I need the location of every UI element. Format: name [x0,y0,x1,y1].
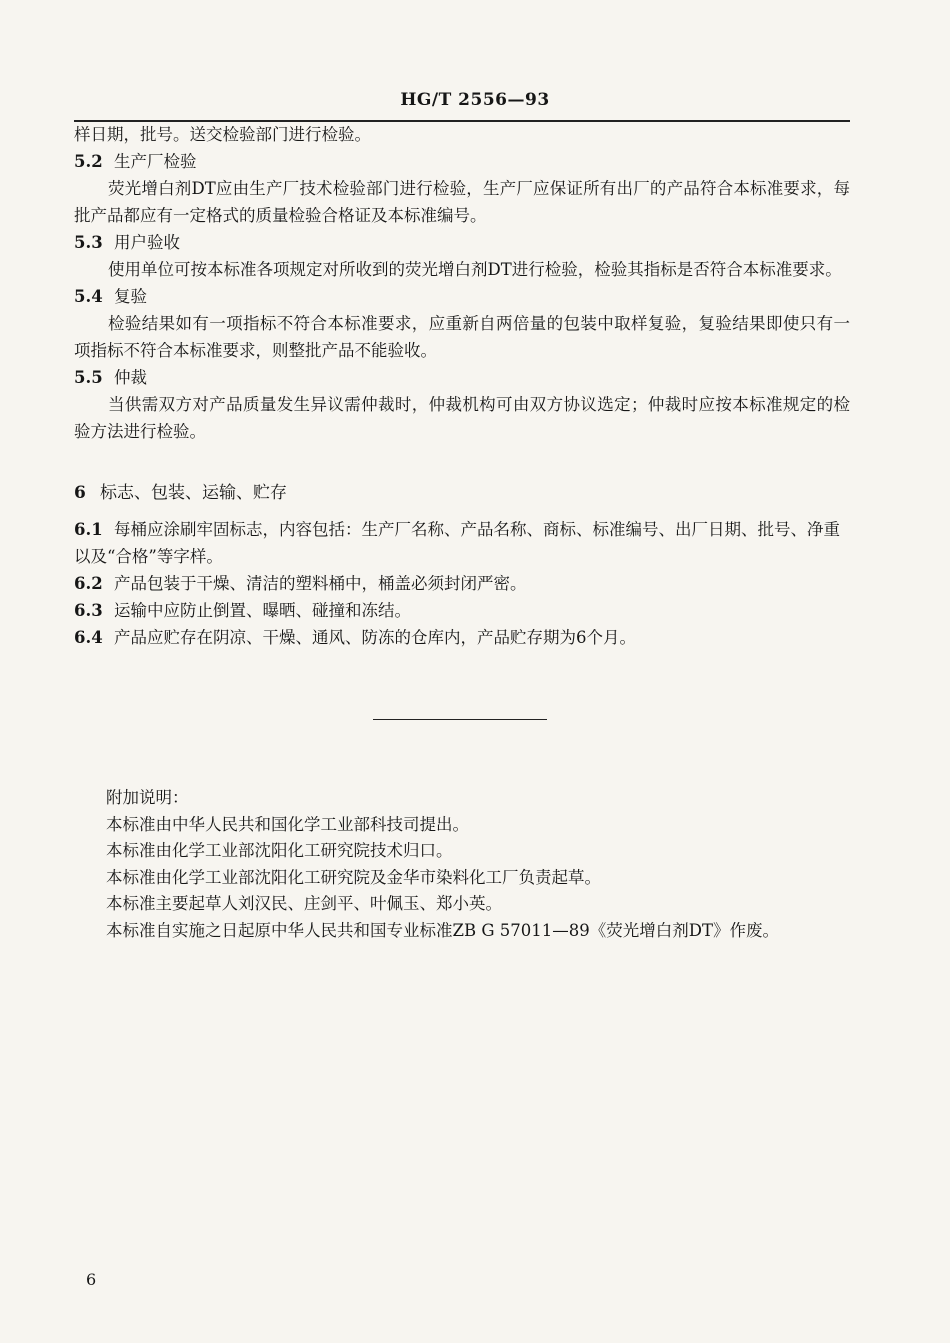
standard-code: HG/T 2556—93 [400,90,550,110]
section-title: 标志、包装、运输、贮存 [100,483,287,503]
section-number: 5.4 [74,287,103,306]
section-5-3-heading [74,229,850,256]
continuation-text: 样日期，批号。送交检验部门进行检验。 [74,125,371,144]
section-5-2-text: 荧光增白剂DT应由生产厂技术检验部门进行检验，生产厂应保证所有出厂的产品符合本标准要求，每批产品都应有一定格式的质量检验合格证及本标准编号。 [74,179,850,225]
section-title: 用户验收 [114,233,180,252]
section-title: 生产厂检验 [114,152,197,171]
notes-title: 附加说明： [106,788,189,807]
item-text: 产品包装于干燥、清洁的塑料桶中，桶盖必须封闭严密。 [114,574,527,593]
end-rule [373,719,547,720]
item-number: 6.2 [74,574,103,593]
item-number: 6.4 [74,628,103,647]
item-text: 产品应贮存在阴凉、干燥、通风、防冻的仓库内，产品贮存期为6个月。 [114,628,636,647]
section-6-4 [74,624,850,651]
section-number: 5.3 [74,233,103,252]
section-title: 复验 [114,287,147,306]
item-number: 6.1 [74,520,103,539]
section-6-heading [74,480,850,507]
notes-line: 本标准自实施之日起原中华人民共和国专业标准ZB G 57011—89《荧光增白剂DT》作废。 [106,920,779,940]
section-5-4-heading [74,283,850,310]
section-5-3-text: 使用单位可按本标准各项规定对所收到的荧光增白剂DT进行检验，检验其指标是否符合本标准要求。 [108,260,842,279]
section-6-2 [74,570,850,597]
section-5-2-heading [74,148,850,175]
section-5-5-heading [74,364,850,391]
page-number: 6 [86,1270,97,1289]
item-number: 6.3 [74,601,103,620]
section-number: 5.5 [74,368,103,387]
additional-notes [106,785,850,944]
notes-line: 本标准由化学工业部沈阳化工研究院及金华市染料化工厂负责起草。 [106,867,601,887]
section-number: 6 [74,483,86,503]
item-text: 每桶应涂刷牢固标志，内容包括：生产厂名称、产品名称、商标、标准编号、出厂日期、批号、净重以及“合格”等字样。 [74,520,840,566]
section-6-1 [74,516,850,570]
body-section-5 [74,121,850,445]
section-5-5-text: 当供需双方对产品质量发生异议需仲裁时，仲裁机构可由双方协议选定；仲裁时应按本标准规定的检验方法进行检验。 [74,395,850,441]
body-section-6 [74,480,850,651]
notes-line: 本标准主要起草人刘汉民、庄剑平、叶佩玉、郑小英。 [106,894,502,913]
notes-line: 本标准由中华人民共和国化学工业部科技司提出。 [106,814,469,834]
item-text: 运输中应防止倒置、曝晒、碰撞和冻结。 [114,601,411,620]
section-5-4-text: 检验结果如有一项指标不符合本标准要求，应重新自两倍量的包装中取样复验，复验结果即使只有一项指标不符合本标准要求，则整批产品不能验收。 [74,314,850,360]
notes-line: 本标准由化学工业部沈阳化工研究院技术归口。 [106,841,453,860]
section-number: 5.2 [74,152,103,171]
section-title: 仲裁 [114,368,147,387]
section-6-3 [74,597,850,624]
